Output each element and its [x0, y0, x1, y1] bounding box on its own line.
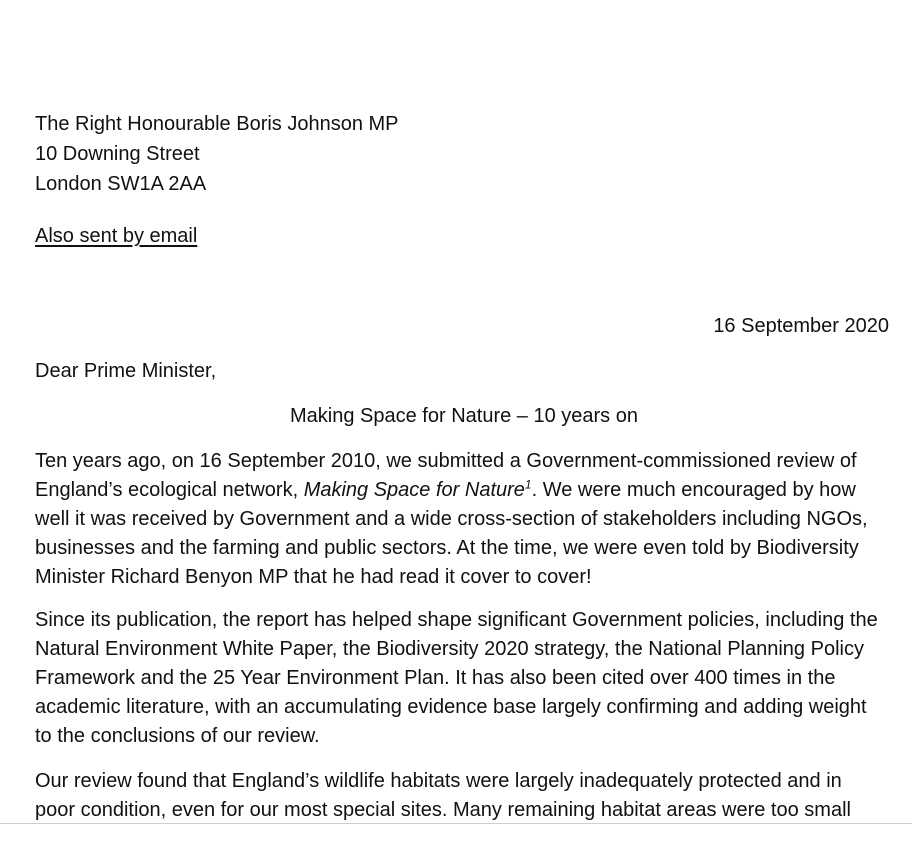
salutation: Dear Prime Minister, [35, 360, 217, 382]
page-bottom-edge [0, 823, 912, 824]
footnote-marker: 1 [524, 477, 532, 492]
paragraph-2 [35, 606, 895, 751]
paragraph-1 [35, 447, 895, 592]
paragraph-1-line: businesses and the farming and public sectors. At the time, we were even told by Biodiversity [35, 537, 859, 559]
recipient-address [35, 109, 399, 199]
paragraph-2-line: Framework and the 25 Year Environment Plan. It has also been cited over 400 times in the [35, 667, 836, 689]
paragraph-2-line: to the conclusions of our review. [35, 725, 320, 747]
paragraph-2-line: Natural Environment White Paper, the Biodiversity 2020 strategy, the National Planning Policy [35, 638, 864, 660]
letter-date: 16 September 2020 [713, 315, 889, 337]
paragraph-2-line: Since its publication, the report has helped shape significant Government policies, including the [35, 609, 878, 631]
recipient-name: The Right Honourable Boris Johnson MP [35, 113, 399, 135]
paragraph-1-line: well it was received by Government and a wide cross-section of stakeholders including NGOs, [35, 508, 868, 530]
letter-subject: Making Space for Nature – 10 years on [290, 405, 638, 427]
paragraph-1-line: Ten years ago, on 16 September 2010, we submitted a Government-commissioned review of [35, 450, 857, 472]
paragraph-1-text: England’s ecological network, [35, 479, 304, 501]
paragraph-1-line: Minister Richard Benyon MP that he had read it cover to cover! [35, 566, 592, 588]
paragraph-1-text: . We were much encouraged by how [531, 479, 856, 501]
paragraph-1-line [35, 476, 895, 505]
paragraph-3-line: poor condition, even for our most special sites. Many remaining habitat areas were too small [35, 799, 851, 821]
recipient-city: London SW1A 2AA [35, 173, 207, 195]
paragraph-2-line: academic literature, with an accumulating evidence base largely confirming and adding weight [35, 696, 867, 718]
report-title: Making Space for Nature [303, 479, 525, 501]
paragraph-3-line: Our review found that England’s wildlife habitats were largely inadequately protected and in [35, 770, 842, 792]
paragraph-3 [35, 767, 895, 825]
recipient-street: 10 Downing Street [35, 143, 200, 165]
delivery-note: Also sent by email [35, 225, 198, 247]
